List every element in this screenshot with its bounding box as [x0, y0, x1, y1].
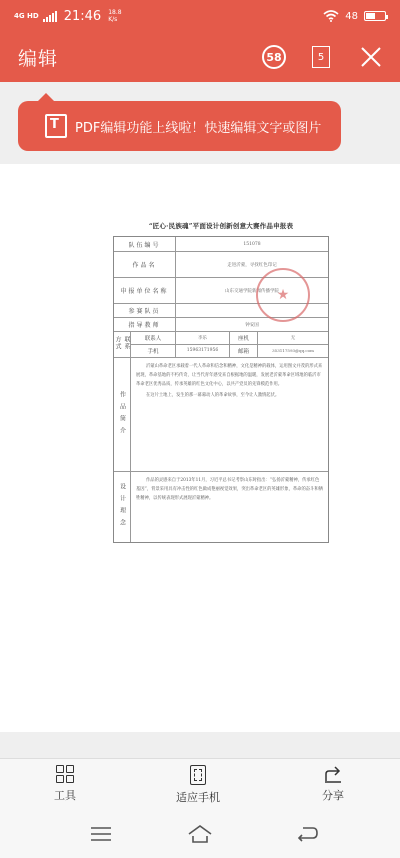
- page-indicator-button[interactable]: [304, 40, 338, 74]
- row-value: 走进沂蒙，寻找红色印记: [227, 262, 277, 268]
- contact-row: [114, 332, 328, 358]
- network-type: 4G HD: [14, 12, 39, 20]
- page-count-button[interactable]: [257, 40, 291, 74]
- intro-text: 沂蒙山革命老区承载着一代人革命和信念和精神，文化是精神的载体，运用图文并茂的形式来展现，革命基地的不朽传奇，让当代青年感受来自根据地的温暖，发展老沂蒙革命区域地的临沂市革命老区优秀品质，传承英雄的红色文化中心，以共产党员的先锋模范作用。 在这片土地上，发生的那一幕幕动人的革命故事，至今让人激情起伏。: [136, 364, 323, 398]
- intro-row: [114, 358, 328, 472]
- page-number-icon: 5: [312, 46, 330, 68]
- share-button[interactable]: [322, 765, 344, 803]
- text-edit-icon: [45, 114, 67, 138]
- signal-icon: [43, 11, 57, 22]
- concept-row: [114, 472, 328, 542]
- email: 353117593@qq.com: [272, 348, 314, 354]
- close-icon: [360, 46, 382, 68]
- share-label: 分享: [322, 789, 344, 802]
- fit-phone-button[interactable]: [176, 765, 220, 805]
- concept-label: 设计理念: [114, 472, 131, 542]
- contact-person: 李乐: [176, 332, 230, 344]
- contact-label: 联系方式: [114, 332, 131, 357]
- tools-button[interactable]: [54, 765, 76, 803]
- status-bar: [0, 0, 400, 32]
- table-row: [114, 318, 328, 332]
- app-bar: [0, 32, 400, 82]
- close-button[interactable]: [354, 40, 388, 74]
- menu-icon[interactable]: [89, 824, 113, 844]
- grid-icon: [56, 765, 74, 783]
- row-label: 参赛队员: [114, 304, 176, 317]
- row-label: 作品名: [114, 252, 176, 277]
- row-value: 钟安国: [245, 322, 259, 328]
- row-value: 151078: [243, 241, 261, 247]
- battery-icon: [364, 11, 386, 21]
- home-icon[interactable]: [188, 824, 212, 844]
- official-seal: ★: [256, 268, 310, 322]
- row-label: 队伍编号: [114, 237, 176, 251]
- page-title: 编辑: [18, 47, 59, 70]
- landline: 无: [290, 335, 296, 341]
- fit-screen-icon: [190, 765, 206, 785]
- mobile-label: 手机: [131, 345, 176, 357]
- system-nav-bar: [0, 810, 400, 858]
- back-icon[interactable]: [295, 824, 319, 844]
- fit-label: 适应手机: [176, 791, 220, 804]
- row-label: 指导教师: [114, 318, 176, 331]
- share-icon: [323, 765, 343, 783]
- feature-tooltip[interactable]: [18, 101, 341, 151]
- tools-label: 工具: [54, 789, 76, 802]
- intro-label: 作品简介: [114, 358, 131, 471]
- tooltip-text: PDF编辑功能上线啦！快速编辑文字或图片: [75, 120, 322, 136]
- document-viewer[interactable]: [0, 164, 400, 732]
- landline-label: 座机: [230, 332, 258, 344]
- wifi-icon: [323, 10, 339, 22]
- battery-percent: 48: [345, 10, 358, 22]
- concept-text: 作品的灵感来自于2013年11月，习近平总书记考察山东时指出：“弘扬沂蒙精神，传承红色基因”，背景采用具有冲击性的红色做成艳丽视觉效果，突出革命老区的英雄形象，革命的奋斗和牺牲精神，以传统表现形式展现沂蒙精神。: [136, 478, 323, 501]
- row-label: 申报单位名称: [114, 278, 176, 303]
- contact-person-label: 联系人: [131, 332, 176, 344]
- email-label: 邮箱: [230, 345, 258, 357]
- scanned-form: [113, 221, 329, 561]
- bottom-toolbar: [0, 758, 400, 810]
- mobile: 15963171956: [176, 345, 230, 357]
- table-row: [114, 237, 328, 252]
- net-speed: 18.8 K/s: [108, 9, 122, 23]
- page-count-badge: 58: [262, 45, 286, 69]
- form-title: “匠心·民族魂”平面设计创新创意大赛作品申报表: [148, 222, 294, 230]
- clock: 21:46: [63, 8, 102, 24]
- row-value: 山东交通学院新闻传播学院: [225, 288, 279, 294]
